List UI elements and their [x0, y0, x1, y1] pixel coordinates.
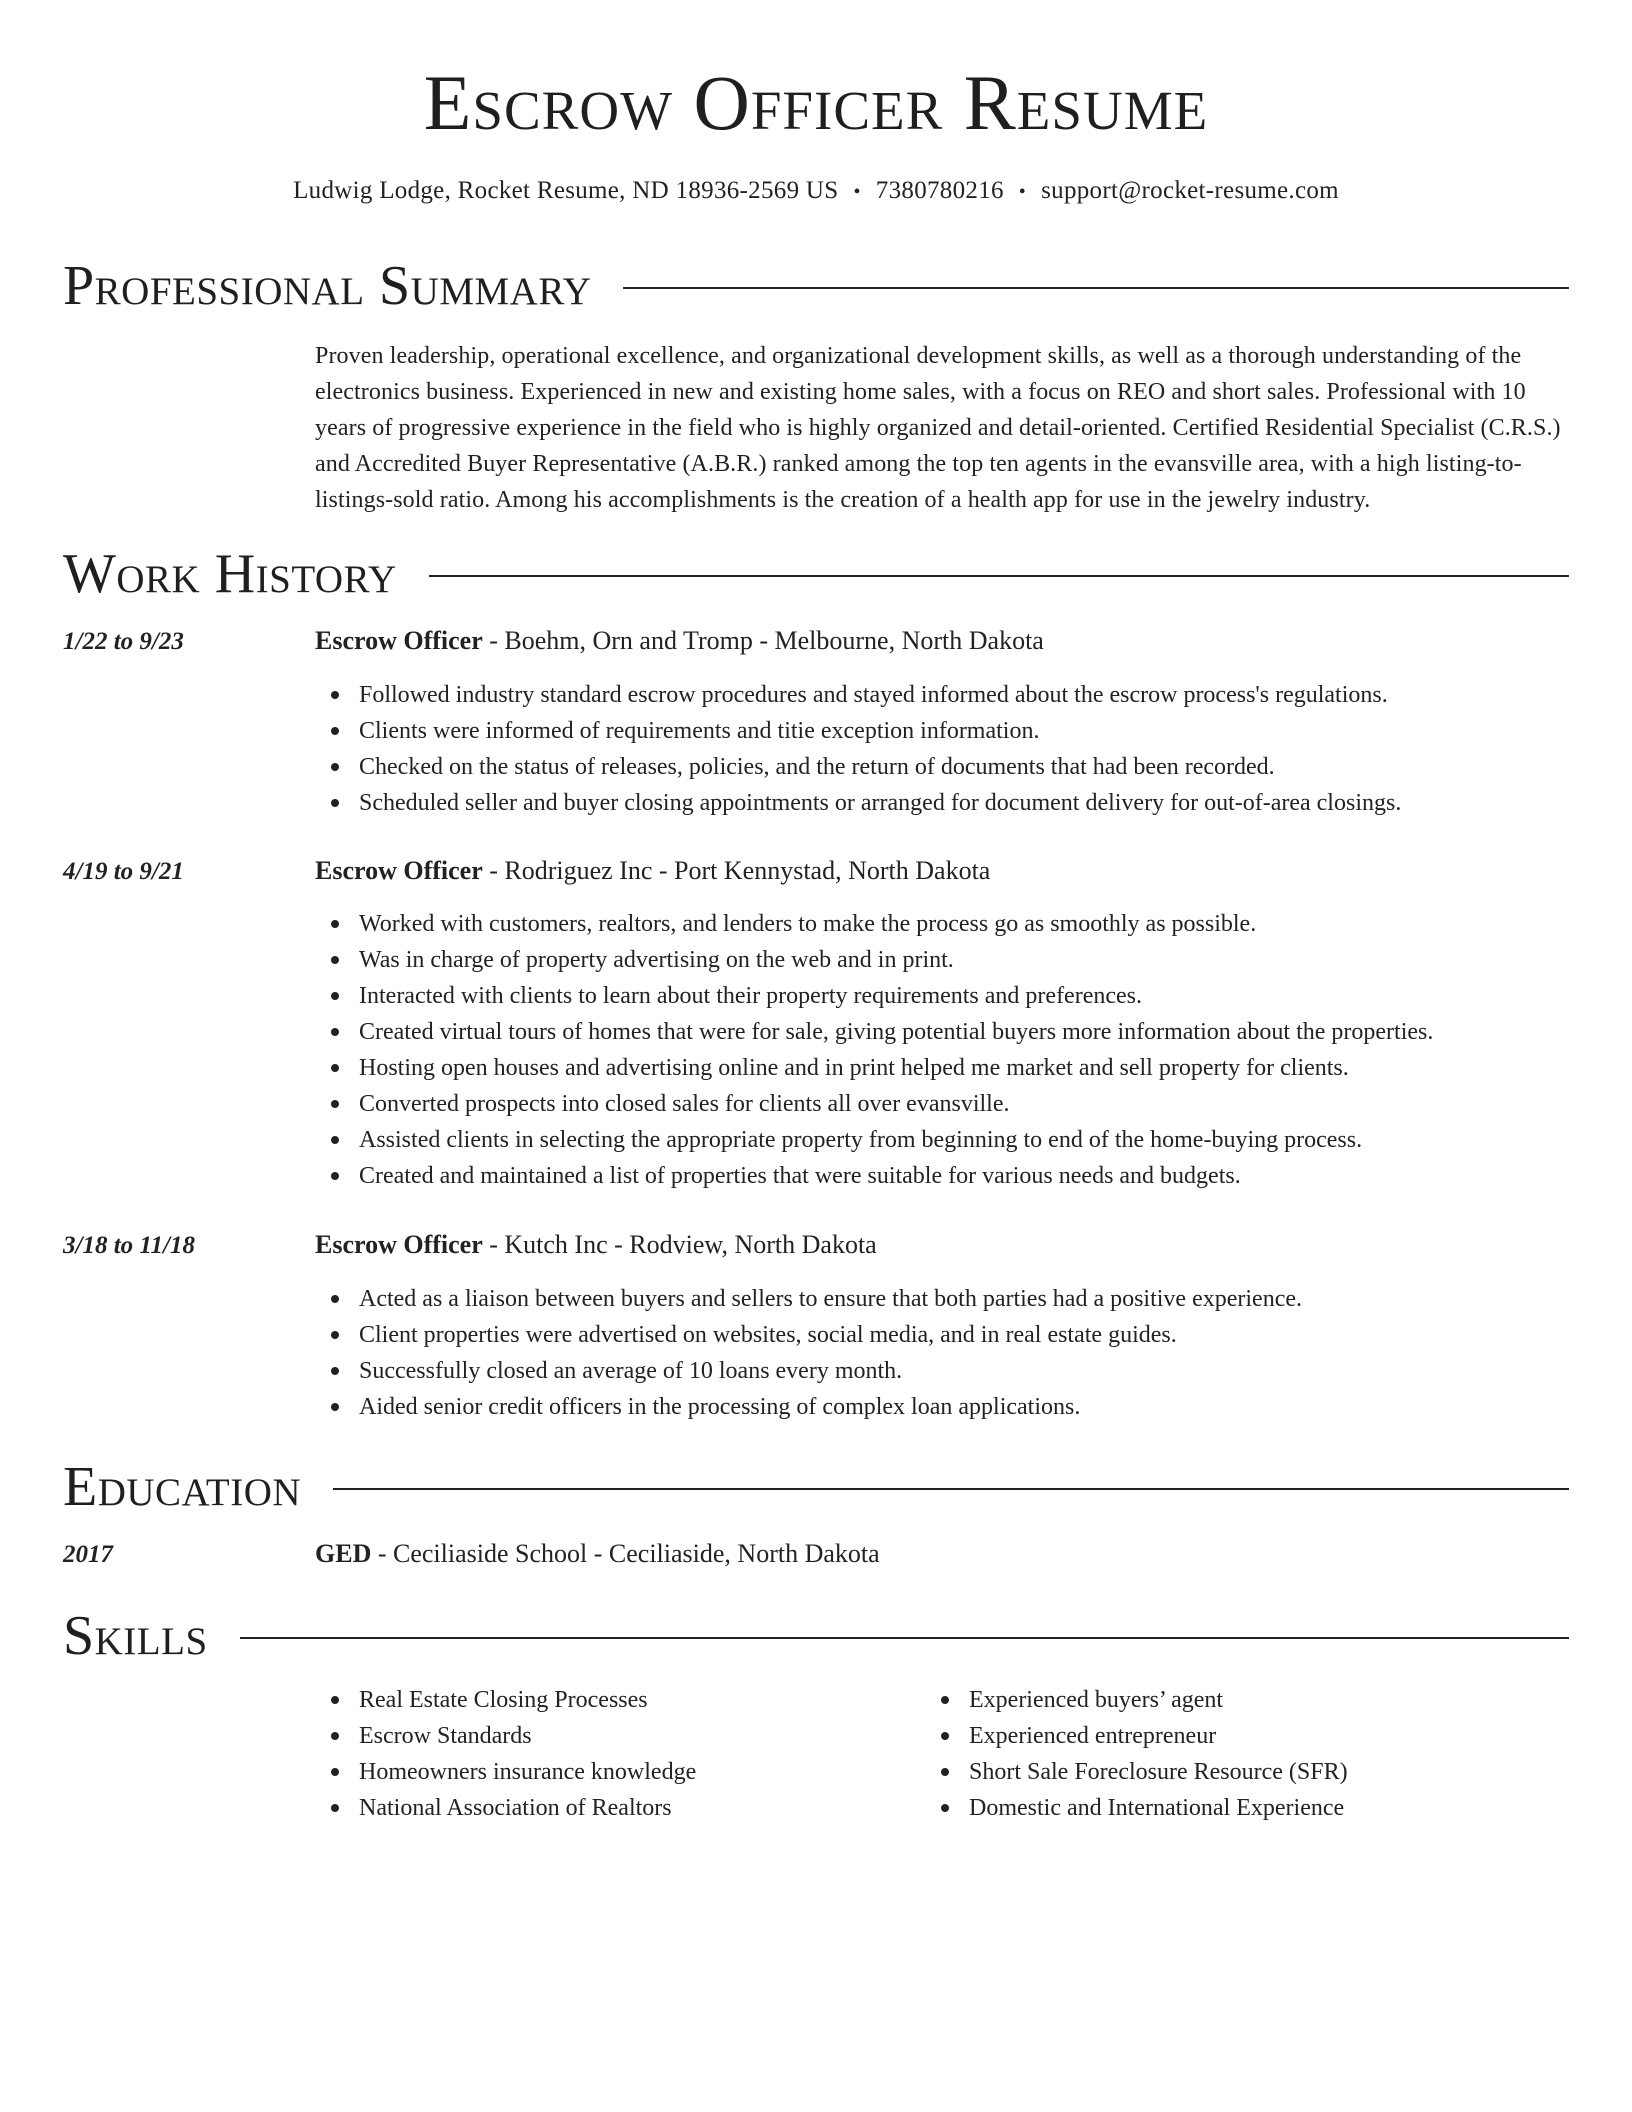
skill-item: Escrow Standards	[359, 1718, 969, 1754]
contact-email: support@rocket-resume.com	[1041, 177, 1339, 204]
skill-item: Experienced buyers’ agent	[969, 1682, 1609, 1718]
job-role: Escrow Officer	[315, 856, 483, 885]
contact-line	[0, 174, 1632, 209]
section-divider	[623, 287, 1569, 289]
list-item: Client properties were advertised on websites, social media, and in real estate guides.	[359, 1317, 1613, 1353]
section-title: Education	[63, 1456, 302, 1518]
list-item: Converted prospects into closed sales for clients all over evansville.	[359, 1086, 1613, 1122]
list-item: Successfully closed an average of 10 loans every month.	[359, 1353, 1613, 1389]
skill-item: National Association of Realtors	[359, 1790, 969, 1826]
section-header-summary	[63, 254, 1569, 318]
job-bullets	[315, 1281, 1613, 1425]
skill-item: Homeowners insurance knowledge	[359, 1754, 969, 1790]
job-dates: 3/18 to 11/18	[63, 1232, 195, 1259]
contact-separator: •	[853, 181, 861, 203]
job-dates: 1/22 to 9/23	[63, 628, 184, 655]
contact-address: Ludwig Lodge, Rocket Resume, ND 18936-2569 US	[293, 177, 839, 204]
list-item: Created and maintained a list of properties that were suitable for various needs and budgets.	[359, 1158, 1613, 1194]
list-item: Hosting open houses and advertising online and in print helped me market and sell property for clients.	[359, 1050, 1613, 1086]
list-item: Scheduled seller and buyer closing appointments or arranged for document delivery for out-of-area closings.	[359, 785, 1613, 821]
job-heading	[315, 854, 990, 888]
section-header-skills	[63, 1604, 1569, 1668]
skill-item: Real Estate Closing Processes	[359, 1682, 969, 1718]
list-item: Created virtual tours of homes that were for sale, giving potential buyers more information about the properties.	[359, 1014, 1613, 1050]
job-role: Escrow Officer	[315, 1230, 483, 1259]
list-item: Acted as a liaison between buyers and sellers to ensure that both parties had a positive experience.	[359, 1281, 1613, 1317]
list-item: Followed industry standard escrow procedures and stayed informed about the escrow process's regulations.	[359, 677, 1613, 713]
skills-list-left	[315, 1682, 969, 1826]
section-divider	[240, 1637, 1569, 1639]
job-bullets	[315, 677, 1613, 821]
section-title: Professional Summary	[63, 255, 592, 317]
job-bullets	[315, 906, 1613, 1194]
skill-item: Short Sale Foreclosure Resource (SFR)	[969, 1754, 1609, 1790]
list-item: Worked with customers, realtors, and lenders to make the process go as smoothly as possible.	[359, 906, 1613, 942]
section-title: Work History	[63, 543, 397, 605]
section-divider	[333, 1488, 1569, 1490]
skills-list-right	[925, 1682, 1609, 1826]
section-header-work-history	[63, 542, 1569, 606]
section-header-education	[63, 1455, 1569, 1519]
education-details: - Ceciliaside School - Ceciliaside, North Dakota	[371, 1539, 880, 1568]
education-year: 2017	[63, 1541, 113, 1568]
list-item: Assisted clients in selecting the appropriate property from beginning to end of the home-buying process.	[359, 1122, 1613, 1158]
contact-separator: •	[1018, 181, 1027, 203]
list-item: Was in charge of property advertising on the web and in print.	[359, 942, 1613, 978]
contact-phone: 7380780216	[875, 177, 1004, 204]
job-details: - Rodriguez Inc - Port Kennystad, North Dakota	[482, 856, 991, 885]
skill-item: Domestic and International Experience	[969, 1790, 1609, 1826]
summary-text: Proven leadership, operational excellence, and organizational development skills, as well as a thorough understanding of the electronics business. Experienced in new and existing home sales, with a focus on REO and short sales. Professional with 10 years of progressive experience in the field who is highly organized and detail-oriented. Certified Residential Specialist (C.R.S.) and Accredited Buyer Representative (A.B.R.) ranked among the top ten agents in the evansville area, with a high listing-to-listings-sold ratio. Among his accomplishments is the creation of a health app for use in the jewelry industry.	[315, 343, 1561, 513]
job-heading	[315, 1228, 877, 1262]
list-item: Interacted with clients to learn about their property requirements and preferences.	[359, 978, 1613, 1014]
job-details: - Boehm, Orn and Tromp - Melbourne, North Dakota	[482, 626, 1044, 655]
education-degree: GED	[315, 1539, 372, 1568]
job-role: Escrow Officer	[315, 626, 483, 655]
list-item: Aided senior credit officers in the processing of complex loan applications.	[359, 1389, 1613, 1425]
section-title: Skills	[63, 1605, 208, 1667]
list-item: Clients were informed of requirements and titie exception information.	[359, 713, 1613, 749]
job-dates: 4/19 to 9/21	[63, 858, 184, 885]
resume-title: Escrow Officer Resume	[423, 59, 1209, 146]
skill-item: Experienced entrepreneur	[969, 1718, 1609, 1754]
job-details: - Kutch Inc - Rodview, North Dakota	[482, 1230, 877, 1259]
education-heading	[315, 1537, 880, 1571]
job-heading	[315, 624, 1044, 658]
list-item: Checked on the status of releases, policies, and the return of documents that had been recorded.	[359, 749, 1613, 785]
section-divider	[429, 575, 1569, 577]
